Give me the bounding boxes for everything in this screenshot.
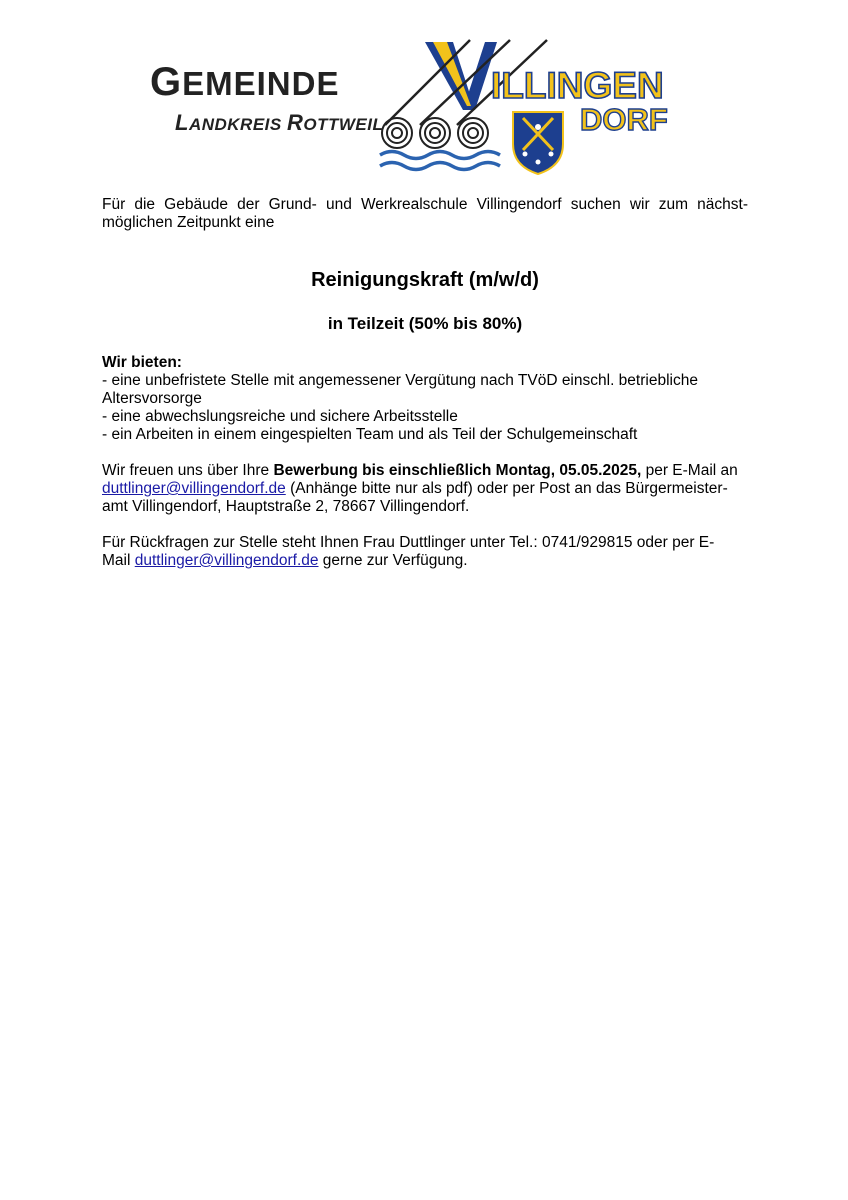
offer-list xyxy=(102,372,748,444)
landkreis-subtitle xyxy=(175,110,383,136)
list-item: - eine unbefristete Stelle mit angemessener Vergütung nach TVöD einschl. betriebliche xyxy=(102,372,698,389)
page-subtitle: in Teilzeit (50% bis 80%) xyxy=(327,314,523,333)
rottweil-initial: R xyxy=(286,110,304,135)
intro-text xyxy=(102,196,748,232)
rottweil-rest: OTTWEIL xyxy=(303,115,384,134)
logo-villingen-text: ILLINGEN xyxy=(491,65,664,106)
list-item: - ein Arbeiten in einem eingespielten Team und als Teil der Schulgemeinschaft xyxy=(102,426,638,443)
application-deadline: Bewerbung bis einschließlich Montag, 05.05.2025, xyxy=(273,462,642,479)
list-item: - eine abwechslungsreiche und sichere Arbeitsstelle xyxy=(102,408,458,425)
logo-dorf-text: DORF xyxy=(580,102,668,137)
contact-mail-prefix: Mail xyxy=(102,552,135,569)
contact-email-link[interactable]: duttlinger@villingendorf.de xyxy=(134,552,319,569)
application-line-2 xyxy=(102,480,748,498)
application-email-link[interactable]: duttlinger@villingendorf.de xyxy=(102,480,286,497)
application-after-email: (Anhänge bitte nur als pdf) oder per Post an das Bürgermeister- xyxy=(285,480,728,497)
villingendorf-logo xyxy=(375,30,715,180)
coat-of-arms-icon xyxy=(513,112,563,174)
offer-heading: Wir bieten: xyxy=(102,354,182,371)
application-lead: Wir freuen uns über Ihre xyxy=(102,462,274,479)
application-address: amt Villingendorf, Hauptstraße 2, 78667 Villingendorf. xyxy=(102,498,470,515)
gemeinde-rest: EMEINDE xyxy=(182,65,340,102)
contact-paragraph xyxy=(102,534,748,570)
contact-line-2 xyxy=(102,552,748,570)
logo-spirals xyxy=(382,118,488,148)
job-posting xyxy=(102,196,748,570)
list-item: Altersvorsorge xyxy=(102,390,202,407)
gemeinde-initial: G xyxy=(150,60,183,104)
page-title: Reinigungskraft (m/w/d) xyxy=(311,269,539,291)
landkreis-rest: ANDKREIS xyxy=(188,115,287,134)
gemeinde-wordmark xyxy=(150,62,339,104)
logo-waves xyxy=(380,152,500,170)
landkreis-initial: L xyxy=(175,110,189,135)
application-line-1 xyxy=(102,462,748,480)
application-paragraph xyxy=(102,462,748,516)
application-after-deadline: per E-Mail an xyxy=(641,462,738,479)
intro-line-2: möglichen Zeitpunkt eine xyxy=(102,214,275,231)
contact-line-1: Für Rückfragen zur Stelle steht Ihnen Frau Duttlinger unter Tel.: 0741/929815 oder per E- xyxy=(102,534,715,551)
contact-suffix: gerne zur Verfügung. xyxy=(318,552,468,569)
letterhead xyxy=(0,30,848,180)
intro-line-1: Für die Gebäude der Grund- und Werkrealschule Villingendorf suchen wir zum nächst- xyxy=(102,196,748,213)
